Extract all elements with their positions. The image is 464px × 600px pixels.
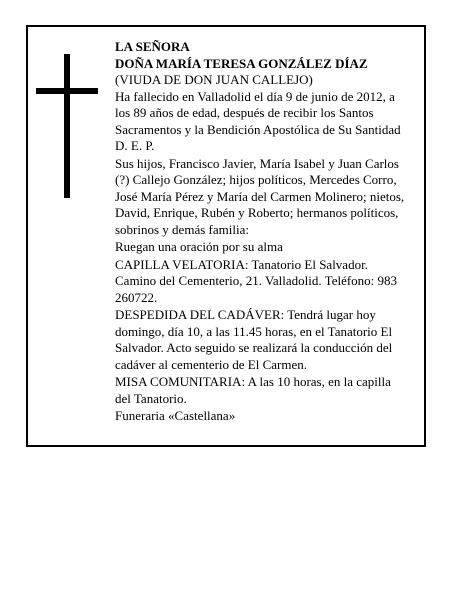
cross-icon (36, 54, 98, 198)
death-line: los 89 años de edad, después de recibir los Santos (115, 105, 374, 120)
funeral-home: Funeraria «Castellana» (115, 408, 236, 423)
mass-paragraph (115, 374, 415, 407)
farewell-paragraph (115, 307, 415, 373)
prayer-request: Ruegan una oración por su alma (115, 239, 283, 254)
chapel-line: 260722. (115, 289, 158, 305)
cross-vertical-bar (64, 54, 70, 198)
notice-body (115, 39, 415, 425)
chapel-line: Camino del Cementerio, 21. Valladolid. Teléfono: 983 (115, 273, 398, 288)
family-paragraph (115, 156, 415, 239)
farewell-line: cadáver al cementerio de El Carmen. (115, 356, 308, 372)
notice-title: LA SEÑORA (115, 39, 190, 54)
rip-line: D. E. P. (115, 138, 155, 153)
family-line: Sus hijos, Francisco Javier, María Isabel y Juan Carlos (115, 155, 399, 171)
chapel-line: CAPILLA VELATORIA: Tanatorio El Salvador. (115, 256, 368, 272)
family-line: sobrinos y demás familia: (115, 221, 249, 237)
mass-line: MISA COMUNITARIA: A las 10 horas, en la capilla (115, 374, 391, 389)
family-line: José María Pérez y María del Carmen Molinero; nietos, (115, 188, 405, 204)
farewell-line: Salvador. Acto seguido se realizará la conducción del (115, 340, 393, 355)
family-line: David, Enrique, Rubén y Roberto; hermanos políticos, (115, 205, 399, 220)
death-line: Ha fallecido en Valladolid el día 9 de junio de 2012, a (115, 88, 395, 104)
death-paragraph (115, 89, 415, 155)
widow-note: (VIUDA DE DON JUAN CALLEJO) (115, 72, 313, 87)
death-line: Sacramentos y la Bendición Apostólica de Su Santidad (115, 121, 401, 137)
cross-horizontal-bar (36, 88, 98, 94)
farewell-line: domingo, día 10, a las 11.45 horas, en el Tanatorio El (115, 323, 393, 339)
family-line: (?) Callejo González; hijos políticos, Mercedes Corro, (115, 172, 397, 187)
deceased-name: DOÑA MARÍA TERESA GONZÁLEZ DÍAZ (115, 55, 368, 71)
chapel-paragraph (115, 257, 415, 307)
farewell-line: DESPEDIDA DEL CADÁVER: Tendrá lugar hoy (115, 307, 376, 322)
mass-line: del Tanatorio. (115, 390, 187, 406)
